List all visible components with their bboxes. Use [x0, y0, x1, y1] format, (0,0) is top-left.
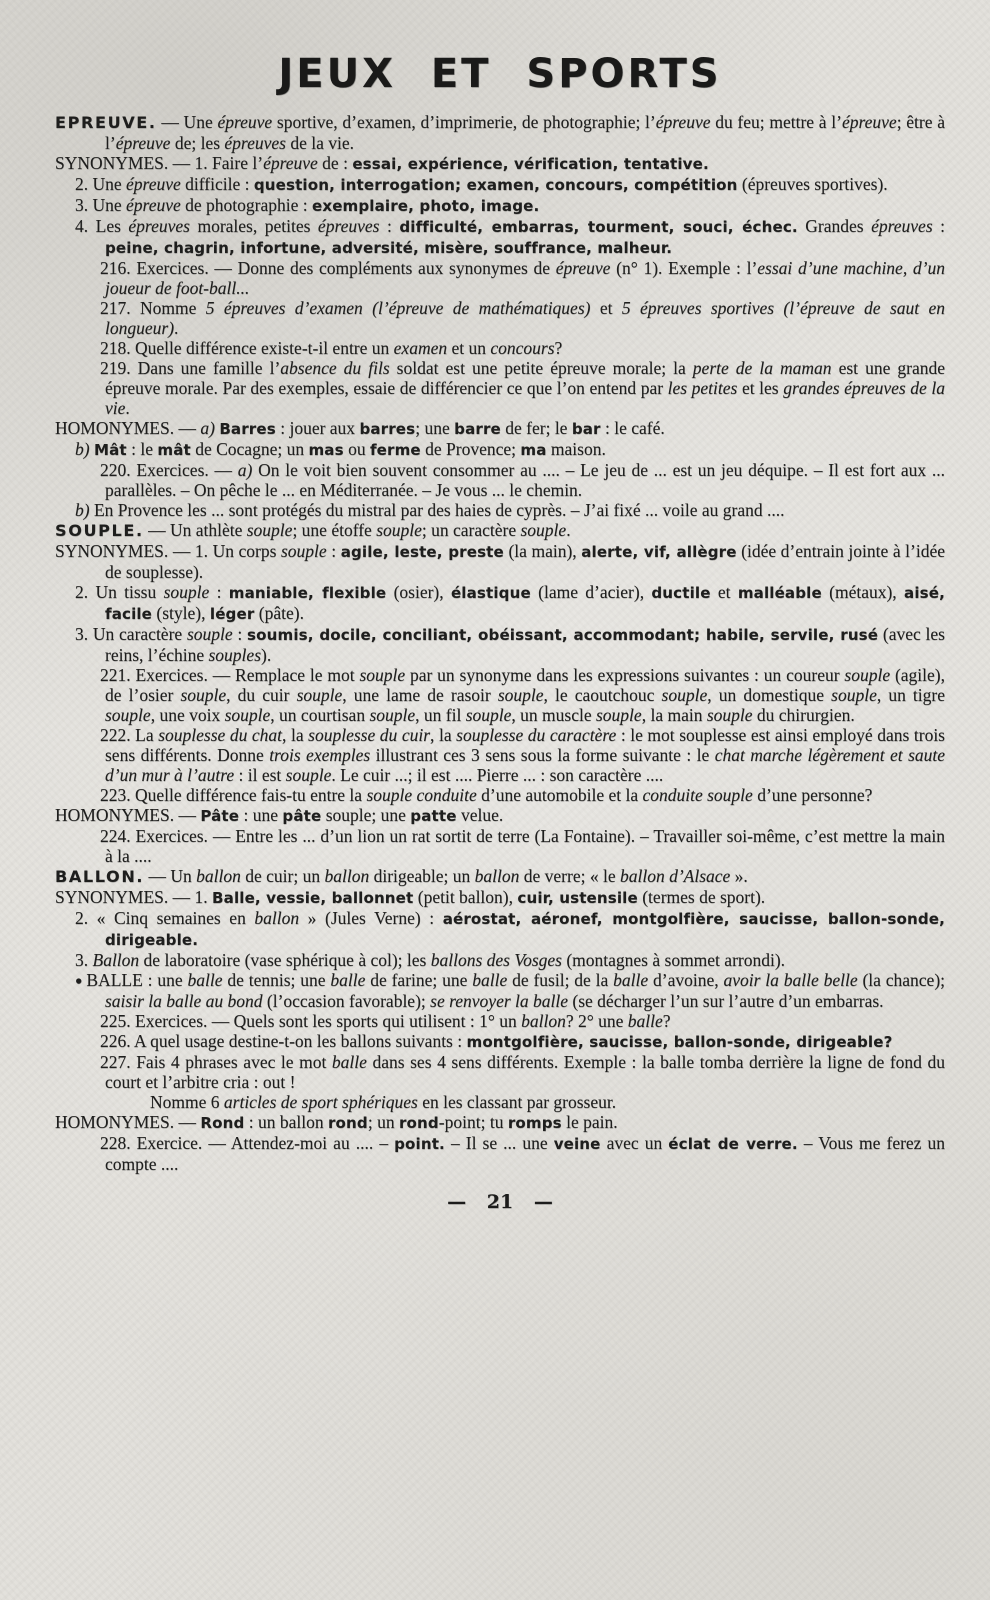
text-run: saisir la balle au bond: [105, 990, 263, 1011]
text-run: souple: [497, 685, 544, 705]
text-run: veine: [553, 1134, 601, 1153]
text-run: (petit ballon),: [413, 887, 518, 907]
exercise-216: [55, 258, 945, 298]
text-run: de verre; « le: [519, 866, 620, 886]
text-run: 216. Exercices. — Donne des compléments aux synonymes de: [100, 258, 556, 278]
text-run: ballon: [196, 866, 241, 886]
text-run: b): [75, 439, 94, 459]
text-run: ; être à l’: [105, 112, 946, 153]
synonymes-epreuve-1: [55, 153, 945, 174]
synonymes-epreuve-3: [55, 195, 945, 216]
text-run: — Un: [144, 866, 197, 886]
text-run: élastique: [450, 584, 531, 602]
text-run: ma: [520, 441, 547, 459]
text-run: souplesse du cuir: [308, 725, 431, 745]
text-run: du chirurgien.: [752, 705, 855, 725]
text-run: (métaux),: [821, 582, 905, 602]
text-run: .: [125, 398, 130, 418]
exercise-221: [55, 665, 945, 725]
text-run: .: [566, 520, 571, 540]
text-run: illustrant ces 3 sens sous la forme suivante : le: [370, 745, 715, 765]
exercise-227: [55, 1052, 945, 1092]
text-run: soldat est une petite épreuve morale; la: [389, 358, 693, 378]
text-run: Mât: [93, 441, 127, 459]
text-run: (se décharger l’un sur l’autre d’un embarras.: [568, 990, 884, 1011]
text-run: malléable: [737, 584, 822, 602]
text-run: , le caoutchouc: [543, 685, 662, 705]
text-run: (osier),: [386, 582, 451, 602]
text-run: (pâte).: [254, 603, 304, 623]
text-run: de photographie :: [180, 195, 312, 215]
text-run: Pâte: [200, 807, 240, 825]
text-run: souple: [706, 705, 753, 725]
text-run: Balle, vessie, ballonnet: [212, 889, 414, 907]
text-run: balle: [187, 970, 223, 990]
text-run: .: [174, 318, 179, 338]
text-run: de; les: [170, 133, 225, 153]
text-run: souple: [661, 685, 708, 705]
text-run: alerte, vif, allègre: [581, 543, 737, 561]
text-run: , un courtisan: [270, 705, 370, 725]
text-run: (n° 1). Exemple : l’: [610, 258, 758, 278]
exercise-223: [55, 785, 945, 805]
synonymes-souple-3: [55, 624, 945, 665]
text-run: Nomme 6: [150, 1091, 224, 1112]
text-run: 3.: [75, 950, 93, 970]
synonymes-epreuve-4: [55, 216, 945, 258]
text-run: cuir, ustensile: [517, 889, 638, 907]
text-run: épreuves: [224, 133, 286, 153]
text-run: , un domestique: [707, 685, 832, 705]
text-run: (style),: [152, 603, 210, 623]
text-run: – Vous me ferez un compte ....: [105, 1132, 946, 1174]
exercise-224: [55, 826, 945, 866]
text-run: , la: [282, 725, 309, 745]
text-run: HOMONYMES. —: [55, 418, 201, 438]
text-run: du feu; mettre à l’: [710, 112, 842, 132]
text-run: ? 2° une: [565, 1010, 628, 1031]
page-number: — 21 —: [447, 1190, 553, 1213]
text-run: rond: [398, 1113, 439, 1132]
text-run: BALLE : une: [86, 970, 188, 990]
text-run: (agile), de l’osier: [105, 665, 945, 705]
text-run: EPREUVE.: [55, 113, 157, 132]
text-run: SYNONYMES. — 1. Faire l’: [55, 153, 264, 173]
balle-entry: [55, 970, 945, 1011]
synonymes-ballon-2: [55, 908, 945, 950]
text-run: se renvoyer la balle: [430, 990, 569, 1011]
text-run: épreuves: [128, 216, 190, 236]
text-run: souple: [844, 665, 891, 685]
text-run: pâte: [282, 807, 322, 825]
text-run: , la main: [641, 705, 707, 725]
text-run: dans ses 4 sens différents. Exemple : la balle tomba derrière la ligne de fond du court et l’arbitre cria : out !: [105, 1051, 945, 1092]
text-run: : une: [239, 805, 283, 825]
text-run: souple: [281, 541, 327, 561]
text-run: ballon d’Alsace: [619, 866, 731, 886]
text-run: , un fil: [415, 705, 466, 725]
text-run: SOUPLE.: [55, 521, 144, 540]
text-run: , un muscle: [511, 705, 596, 725]
text-run: et un: [447, 338, 491, 358]
text-run: souple: [285, 765, 332, 785]
text-run: souple: [376, 520, 422, 540]
text-run: 228. Exercice. — Attendez-moi au .... –: [100, 1132, 395, 1153]
text-run: 2. Un tissu: [75, 582, 164, 602]
text-run: difficulté, embarras, tourment, souci, échec.: [399, 218, 798, 236]
text-run: 223. Quelle différence fais-tu entre la: [100, 785, 367, 805]
text-run: épreuve: [217, 112, 273, 132]
text-run: Rond: [200, 1113, 245, 1132]
text-run: : le mot souplesse est ainsi employé dans trois sens différents. Donne: [105, 725, 945, 765]
text-run: conduite souple: [642, 785, 753, 805]
text-run: » (Jules Verne) :: [299, 908, 443, 928]
text-run: morales, petites: [189, 216, 318, 236]
text-run: souplesse du caractère: [456, 725, 617, 745]
text-run: épreuve: [655, 112, 711, 132]
text-run: HOMONYMES. —: [55, 1111, 201, 1132]
text-run: , du cuir: [226, 685, 297, 705]
text-run: ballon: [474, 866, 520, 886]
text-run: de :: [317, 153, 353, 173]
text-run: souple: [831, 685, 877, 705]
text-run: 222. La: [100, 725, 159, 745]
text-run: avoir la balle belle: [723, 970, 858, 990]
text-run: balle: [613, 970, 649, 990]
text-run: souple; une: [321, 805, 411, 825]
text-run: en les classant par grosseur.: [417, 1091, 617, 1112]
text-run: ballons des Vosges: [430, 950, 562, 970]
text-run: 218. Quelle différence existe-t-il entre un: [100, 338, 394, 358]
text-run: Barres: [219, 420, 276, 438]
text-run: balle: [331, 1051, 367, 1072]
text-run: 221. Exercices. — Remplace le mot: [100, 665, 360, 685]
text-run: ?: [662, 1010, 671, 1031]
text-run: chat marche légèrement et saute d’un mur à l’autre: [105, 745, 946, 785]
text-run: , une lame de rasoir: [342, 685, 498, 705]
text-run: souple: [465, 705, 512, 725]
text-run: aisé, facile: [105, 584, 945, 623]
entry-ballon: [55, 866, 945, 887]
text-run: articles de sport sphériques: [223, 1091, 418, 1112]
text-run: souple: [296, 685, 343, 705]
text-run: léger: [209, 605, 255, 623]
text-run: montgolfière, saucisse, ballon-sonde, dirigeable?: [466, 1032, 893, 1051]
text-run: ; une: [415, 418, 455, 438]
text-run: épreuve: [841, 112, 897, 132]
text-run: b): [75, 500, 94, 520]
text-run: 3. Un caractère: [75, 624, 187, 644]
text-run: 217. Nomme: [100, 298, 206, 318]
text-run: (termes de sport).: [637, 887, 766, 907]
synonymes-souple-1: [55, 541, 945, 582]
text-run: balle: [472, 970, 508, 990]
text-run: ».: [730, 866, 748, 886]
text-run: souples: [208, 645, 261, 665]
text-run: BALLON.: [55, 867, 145, 886]
text-run: 3. Une: [75, 195, 127, 215]
text-run: souple: [163, 582, 210, 602]
text-run: : il est: [234, 765, 286, 785]
exercise-226: [55, 1031, 945, 1052]
text-run: épreuves: [871, 216, 933, 236]
text-run: épreuve: [126, 174, 181, 194]
text-run: 2. Une: [75, 174, 127, 194]
text-run: (la main),: [503, 541, 582, 561]
text-run: aérostat, aéronef, montgolfière, saucisse, ballon-sonde, dirigeable.: [105, 910, 946, 949]
text-run: HOMONYMES. —: [55, 805, 201, 825]
text-run: avec un: [600, 1132, 669, 1153]
text-run: 5 épreuves sportives (l’épreuve de saut en longueur): [105, 298, 945, 338]
text-run: de cuir; un: [240, 866, 325, 886]
text-run: : le café.: [600, 418, 665, 438]
text-run: de fusil; de la: [507, 970, 614, 990]
text-run: peine, chagrin, infortune, adversité, misère, souffrance, malheur.: [105, 239, 673, 257]
text-run: (l’occasion favorable);: [262, 990, 431, 1011]
text-run: balle: [330, 970, 366, 990]
text-run: exemplaire, photo, image.: [311, 197, 540, 215]
text-run: souplesse du chat: [158, 725, 283, 745]
exercise-225: [55, 1011, 945, 1031]
text-run: ?: [554, 338, 563, 358]
text-run: ballon: [254, 908, 300, 928]
exercise-220-a: [55, 460, 945, 500]
text-run: agile, leste, preste: [340, 543, 504, 561]
text-run: , la: [430, 725, 457, 745]
text-run: maniable, flexible: [228, 584, 387, 602]
exercise-220-b: [55, 500, 945, 520]
text-run: d’une personne?: [752, 785, 873, 805]
text-run: souple: [186, 624, 233, 644]
text-run: sportive, d’examen, d’imprimerie, de photographie; l’: [272, 112, 656, 132]
text-run: épreuves: [317, 216, 380, 236]
text-run: 226. A quel usage destine-t-on les ballons suivants :: [100, 1030, 467, 1051]
entry-souple: [55, 520, 945, 541]
exercise-222: [55, 725, 945, 785]
text-run: ou: [343, 439, 370, 459]
text-run: ferme: [369, 441, 421, 459]
text-run: :: [932, 216, 946, 236]
text-run: : le: [126, 439, 158, 459]
text-run: et: [710, 582, 738, 602]
text-run: souple: [369, 705, 416, 725]
homonymes-rond: [55, 1112, 945, 1133]
text-run: concours: [490, 338, 555, 358]
text-run: :: [232, 624, 248, 644]
synonymes-ballon-3: [55, 950, 945, 970]
text-run: et les: [737, 378, 784, 398]
text-run: et: [590, 298, 622, 318]
text-run: balle: [627, 1010, 663, 1031]
text-run: : un ballon: [244, 1111, 328, 1132]
homonymes-barres: [55, 418, 945, 439]
text-run: question, interrogation; examen, concours, compétition: [253, 176, 738, 194]
text-run: maison.: [546, 439, 606, 459]
synonymes-epreuve-2: [55, 174, 945, 195]
text-run: rond: [327, 1113, 368, 1132]
text-run: 2. « Cinq semaines en: [75, 908, 255, 928]
text-run: ballon: [521, 1010, 566, 1031]
text-run: absence du fils: [280, 358, 390, 378]
text-run: ballon: [324, 866, 370, 886]
exercise-217: [55, 298, 945, 338]
text-run: , une voix: [150, 705, 225, 725]
text-run: barres: [359, 420, 416, 438]
text-run: par un synonyme dans les expressions suivantes : un coureur: [405, 665, 845, 685]
text-run: , un tigre: [876, 685, 946, 705]
text-run: bar: [571, 420, 601, 438]
text-run: (lame d’acier),: [530, 582, 652, 602]
text-run: :: [209, 582, 229, 602]
text-run: (épreuves sportives).: [737, 174, 888, 194]
text-run: a): [237, 460, 259, 480]
text-run: les petites: [667, 378, 738, 398]
exercise-218: [55, 338, 945, 358]
text-run: (idée d’entrain jointe à l’idée de souplesse).: [105, 541, 945, 582]
text-run: le pain.: [561, 1111, 618, 1132]
text-run: épreuve: [555, 258, 611, 278]
text-run: SYNONYMES. — 1.: [55, 887, 213, 907]
text-run: :: [326, 541, 341, 561]
text-run: souple: [359, 665, 406, 685]
text-run: ductile: [651, 584, 711, 602]
page-title: JEUX ET SPORTS: [278, 51, 722, 97]
text-run: point.: [394, 1134, 445, 1153]
text-run: souple: [596, 705, 642, 725]
text-run: souple: [246, 520, 293, 540]
text-run: d’avoine,: [648, 970, 724, 990]
text-run: de tennis; une: [222, 970, 331, 990]
text-run: Grandes: [797, 216, 872, 236]
text-run: 5 épreuves d’examen (l’épreuve de mathématiques): [205, 298, 591, 318]
exercise-228: [55, 1133, 945, 1174]
homonymes-mat: [55, 439, 945, 460]
text-run: ).: [261, 645, 272, 665]
text-run: mas: [308, 441, 344, 459]
text-run: difficile :: [180, 174, 254, 194]
text-run: a): [200, 418, 220, 438]
text-run: — Un athlète: [143, 520, 247, 540]
text-run: de farine; une: [365, 970, 473, 990]
text-run: ; un: [367, 1111, 399, 1132]
text-run: velue.: [456, 805, 504, 825]
text-run: de Provence;: [420, 439, 521, 459]
text-run: mât: [157, 441, 191, 459]
text-run: de la vie.: [285, 133, 354, 153]
text-run: 227. Fais 4 phrases avec le mot: [100, 1051, 332, 1072]
text-run: souple conduite: [366, 785, 477, 805]
text-run: ; une étoffe: [292, 520, 377, 540]
text-run: épreuve: [126, 195, 181, 215]
text-run: (montagnes à sommet arrondi).: [561, 950, 786, 970]
text-run: On le voit bien souvent consommer au .... – Le jeu de ... est un jeu déquipe. – Il est fort aux ... parallèles. – On pêche le ... en Méditerranée. – Je vous ... le chemin.: [105, 460, 946, 500]
exercise-227-suite: [55, 1092, 945, 1112]
text-run: soumis, docile, conciliant, obéissant, accommodant; habile, servile, rusé: [247, 626, 879, 644]
homonymes-pate: [55, 805, 945, 826]
text-run: 4. Les: [75, 216, 129, 236]
text-run: — Une: [156, 112, 218, 132]
text-run: perte de la maman: [692, 358, 832, 378]
text-run: : jouer aux: [275, 418, 360, 438]
synonymes-ballon-1: [55, 887, 945, 908]
text-run: essai d’une machine, d’un joueur de foot-ball...: [105, 258, 945, 298]
text-run: essai, expérience, vérification, tentative.: [352, 155, 709, 173]
text-run: Ballon: [92, 950, 140, 970]
text-run: examen: [393, 338, 448, 358]
text-run: épreuve: [115, 133, 171, 153]
text-run: -point; tu: [438, 1111, 508, 1132]
text-run: SYNONYMES. — 1. Un corps: [55, 541, 281, 561]
text-run: souple: [180, 685, 227, 705]
text-run: de laboratoire (vase sphérique à col); les: [139, 950, 431, 970]
text-run: 220. Exercices. —: [100, 460, 238, 480]
text-run: patte: [410, 807, 457, 825]
text-run: romps: [507, 1113, 562, 1132]
text-run: grandes épreuves de la vie: [105, 378, 946, 418]
text-run: barre: [454, 420, 501, 438]
text-run: – Il se ... une: [444, 1132, 554, 1153]
text-run: souple: [224, 705, 271, 725]
text-run: éclat de verre.: [668, 1134, 798, 1153]
text-run: :: [379, 216, 400, 236]
text-run: de Cocagne; un: [190, 439, 309, 459]
text-run: 219. Dans une famille l’: [100, 358, 281, 378]
text-run: 225. Exercices. — Quels sont les sports qui utilisent : 1° un: [100, 1010, 522, 1031]
text-run: dirigeable; un: [369, 866, 475, 886]
synonymes-souple-2: [55, 582, 945, 624]
text-run: épreuve: [263, 153, 318, 173]
text-run: de fer; le: [500, 418, 572, 438]
text-run: d’une automobile et la: [476, 785, 643, 805]
document-body: [55, 112, 945, 1174]
text-run: trois exemples: [269, 745, 371, 765]
text-run: (avec les reins, l’échine: [105, 624, 945, 665]
text-run: ; un caractère: [421, 520, 521, 540]
text-run: 224. Exercices. — Entre les ... d’un lion un rat sortit de terre (La Fontaine). – Travailler soi-même, c’est mettre la main à la ....: [100, 826, 945, 866]
text-run: En Provence les ... sont protégés du mistral par des haies de cyprès. – J’ai fixé ... voile au grand ....: [93, 500, 785, 520]
bullet-icon: ●: [75, 973, 87, 988]
text-run: est une grande épreuve morale. Par des exemples, essaie de différencier ce que l’on entend par: [105, 358, 945, 398]
text-run: . Le cuir ...; il est .... Pierre ... : son caractère ....: [331, 765, 664, 785]
text-run: (la chance);: [857, 970, 946, 990]
text-run: souple: [105, 705, 151, 725]
entry-epreuve: [55, 112, 945, 153]
text-run: souple: [520, 520, 567, 540]
exercise-219: [55, 358, 945, 418]
